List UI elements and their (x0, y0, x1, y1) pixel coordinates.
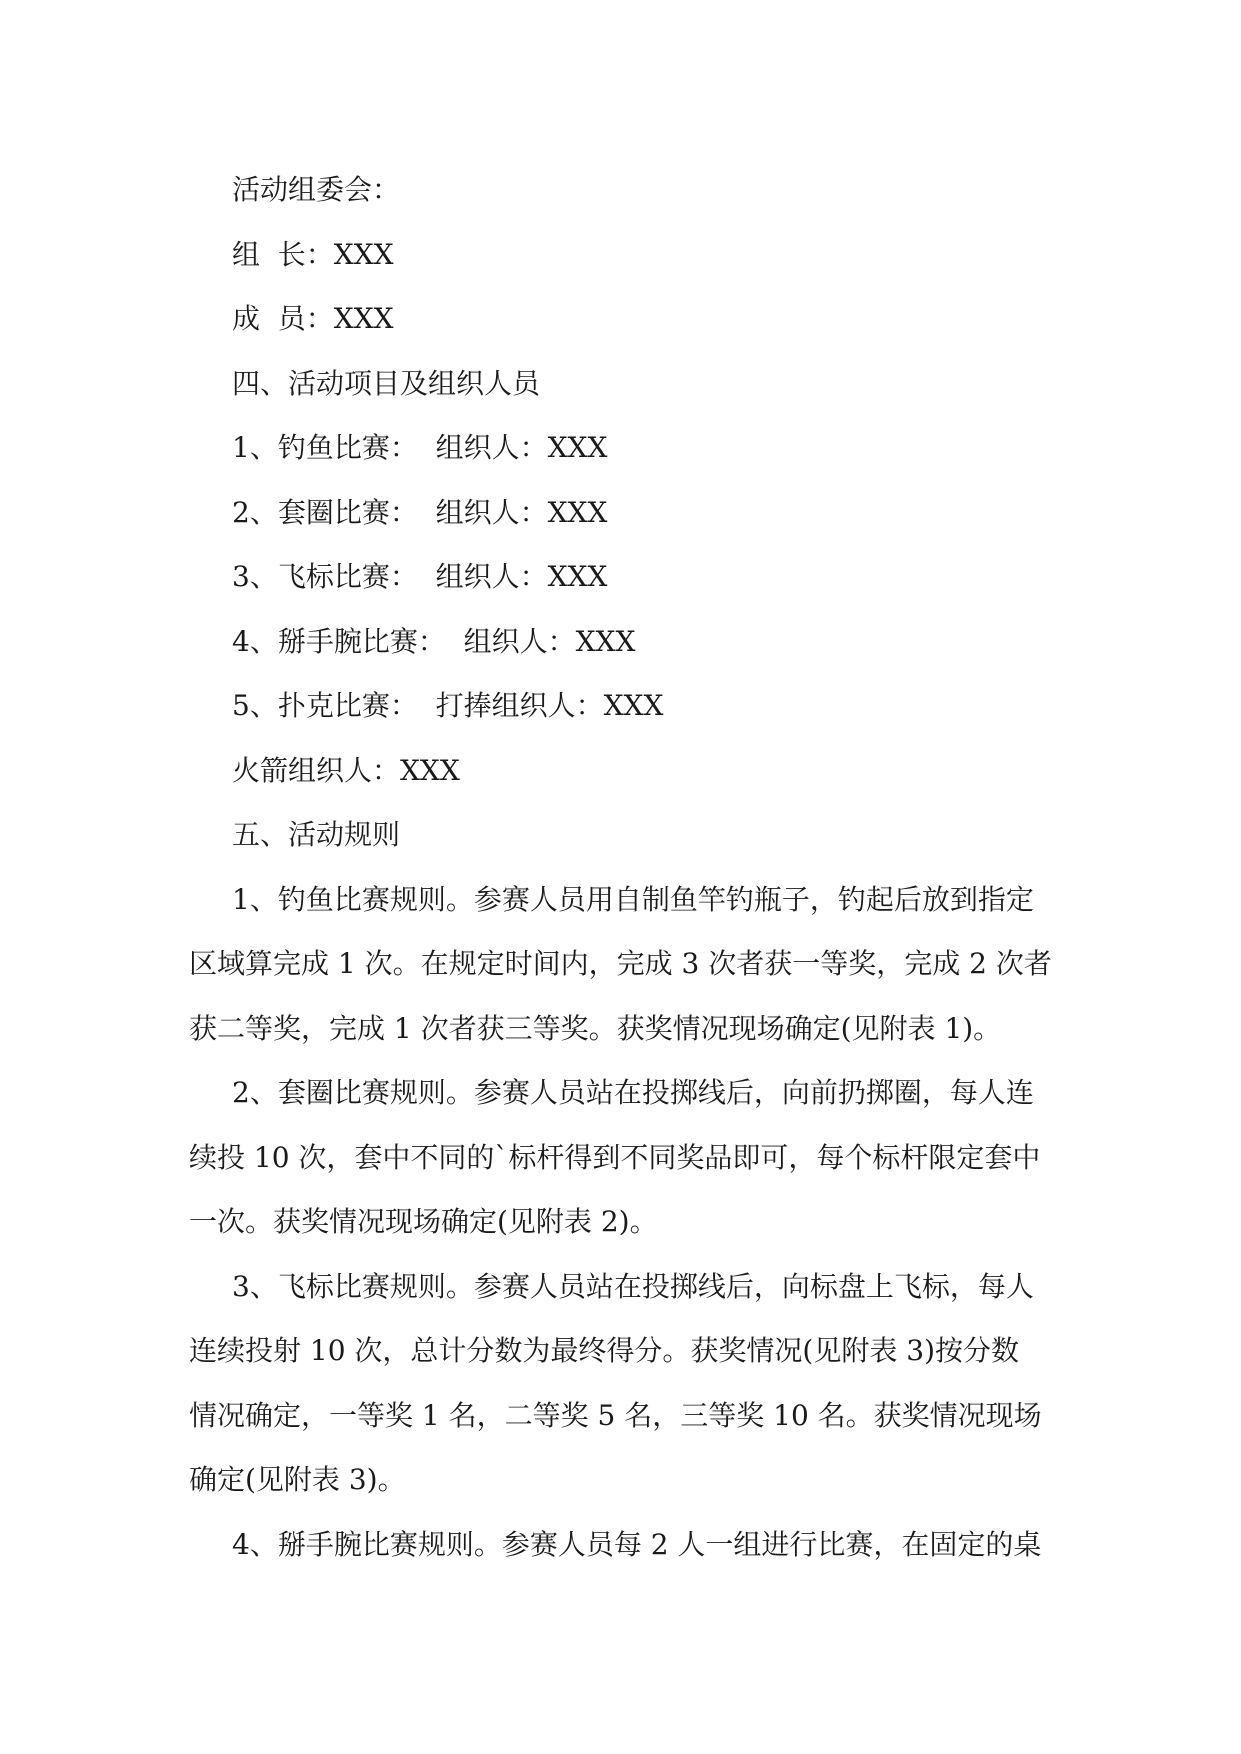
event-item-3: 3、飞标比赛： 组织人：XXX (232, 560, 608, 593)
rule-4-paragraph (189, 1513, 1069, 1578)
paragraph-line: 3、飞标比赛规则。参赛人员站在投掷线后，向标盘上飞标，每人 (232, 1269, 1034, 1303)
paragraph-line: 连续投射 10 次，总计分数为最终得分。获奖情况(见附表 3)按分数 (189, 1334, 1019, 1367)
committee-heading: 活动组委会： (232, 173, 401, 206)
section-4-heading: 四、活动项目及组织人员 (232, 366, 541, 400)
paragraph-line: 情况确定，一等奖 1 名，二等奖 5 名，三等奖 10 名。获奖情况现场 (189, 1398, 1042, 1432)
paragraph-line: 续投 10 次，套中不同的`标杆得到不同奖品即可，每个标杆限定套中 (189, 1140, 1041, 1174)
event-item-2: 2、套圈比赛： 组织人：XXX (232, 495, 608, 529)
paragraph-line: 一次。获奖情况现场确定(见附表 2)。 (189, 1205, 658, 1238)
rule-1-paragraph (189, 868, 1069, 1062)
paragraph-line: 4、掰手腕比赛规则。参赛人员每 2 人一组进行比赛，在固定的桌 (232, 1527, 1042, 1561)
rule-2-paragraph (189, 1061, 1069, 1255)
paragraph-line: 获二等奖，完成 1 次者获三等奖。获奖情况现场确定(见附表 1)。 (189, 1011, 1002, 1045)
event-item-4: 4、掰手腕比赛： 组织人：XXX (232, 624, 636, 658)
event-item-5: 5、扑克比赛： 打捧组织人：XXX (232, 689, 664, 722)
rule-3-paragraph (189, 1255, 1069, 1513)
event-item-1: 1、钓鱼比赛： 组织人：XXX (232, 431, 608, 464)
paragraph-line: 区域算完成 1 次。在规定时间内，完成 3 次者获一等奖，完成 2 次者 (189, 947, 1052, 980)
event-item-extra: 火箭组织人：XXX (232, 753, 460, 787)
paragraph-line: 确定(见附表 3)。 (189, 1463, 406, 1496)
document-body (189, 158, 1069, 1577)
paragraph-line: 2、套圈比赛规则。参赛人员站在投掷线后，向前扔掷圈，每人连 (232, 1076, 1034, 1109)
committee-members: 成 员：XXX (232, 302, 394, 335)
paragraph-line: 1、钓鱼比赛规则。参赛人员用自制鱼竿钓瓶子，钓起后放到指定 (232, 882, 1034, 916)
section-5-heading: 五、活动规则 (232, 818, 401, 851)
committee-leader: 组 长：XXX (232, 237, 394, 271)
